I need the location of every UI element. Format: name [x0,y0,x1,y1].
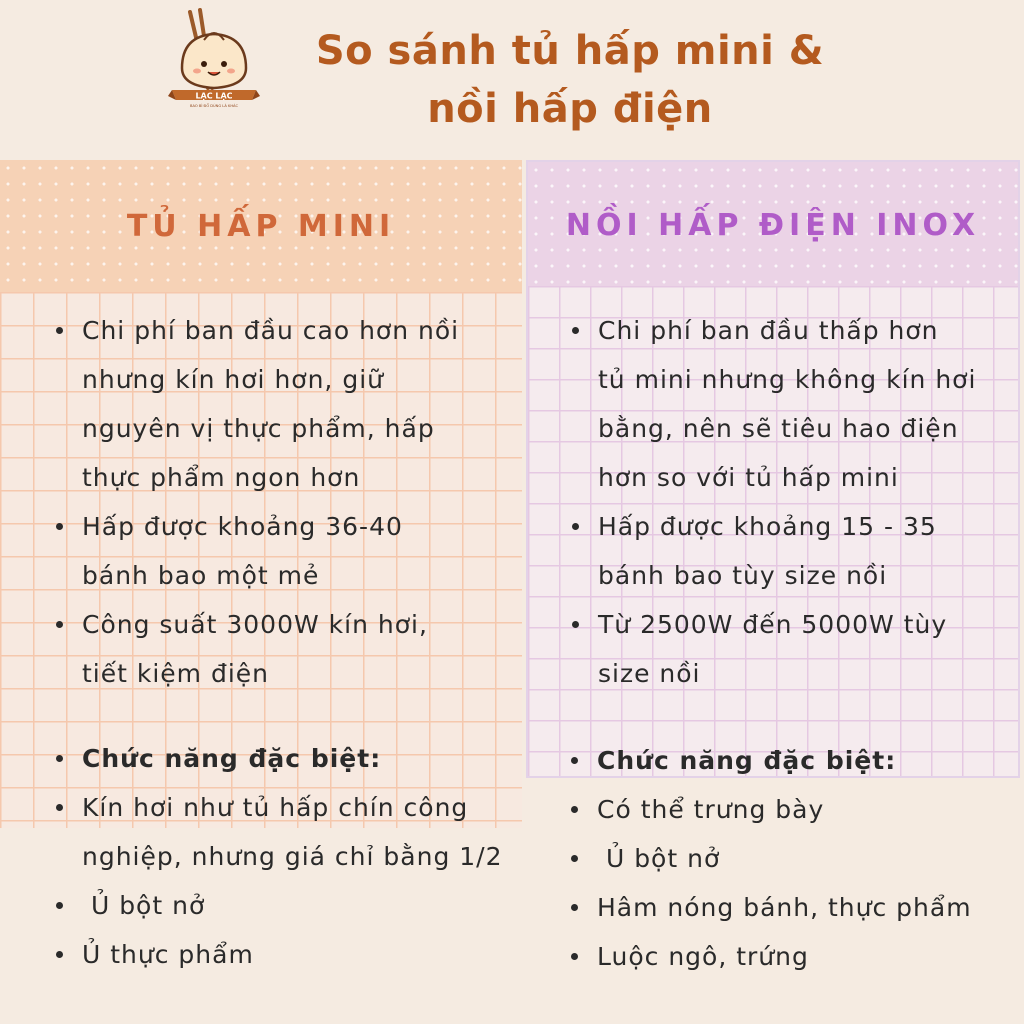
list-item: Hâm nóng bánh, thực phẩm [597,883,972,932]
list-item: Hấp được khoảng 36-40 bánh bao một mẻ [82,502,459,600]
title-line-2: nồi hấp điện [427,86,713,132]
electric-pot-features [598,306,976,698]
list-item: Hấp được khoảng 15 - 35 bánh bao tùy size nồi [598,502,976,600]
list-item: Công suất 3000W kín hơi, tiết kiệm điện [82,600,459,698]
special-label: Chức năng đặc biệt: [82,734,503,783]
page-title [250,22,890,138]
electric-pot-special-features [597,736,972,981]
list-item: Từ 2500W đến 5000W tùy size nồi [598,600,976,698]
mini-steamer-features [82,306,459,698]
title-line-1: So sánh tủ hấp mini & [315,28,825,74]
logo-tagline: BAO BÌ ĐỒ DÙNG LÀ KHÁC [190,104,238,108]
mini-steamer-special-features [82,734,503,979]
list-item: Có thể trưng bày [597,785,972,834]
list-item: Ủ bột nở [597,834,972,883]
list-item: Luộc ngô, trứng [597,932,972,981]
special-label: Chức năng đặc biệt: [597,736,972,785]
mini-steamer-heading: TỦ HẤP MINI [0,160,522,292]
logo-text: LẠC LẠC [195,91,233,101]
bao-mascot-icon [168,8,260,108]
list-item: Kín hơi như tủ hấp chín công nghiệp, nhưng giá chỉ bằng 1/2 [82,783,503,881]
electric-pot-heading: NỒI HẤP ĐIỆN INOX [528,162,1018,288]
brand-logo [168,8,260,108]
list-item: Ủ bột nở [82,881,503,930]
list-item: Ủ thực phẩm [82,930,503,979]
list-item: Chi phí ban đầu cao hơn nồi nhưng kín hơi hơn, giữ nguyên vị thực phẩm, hấp thực phẩm ngon hơn [82,306,459,502]
list-item: Chi phí ban đầu thấp hơn tủ mini nhưng không kín hơi bằng, nên sẽ tiêu hao điện hơn so với tủ hấp mini [598,306,976,502]
